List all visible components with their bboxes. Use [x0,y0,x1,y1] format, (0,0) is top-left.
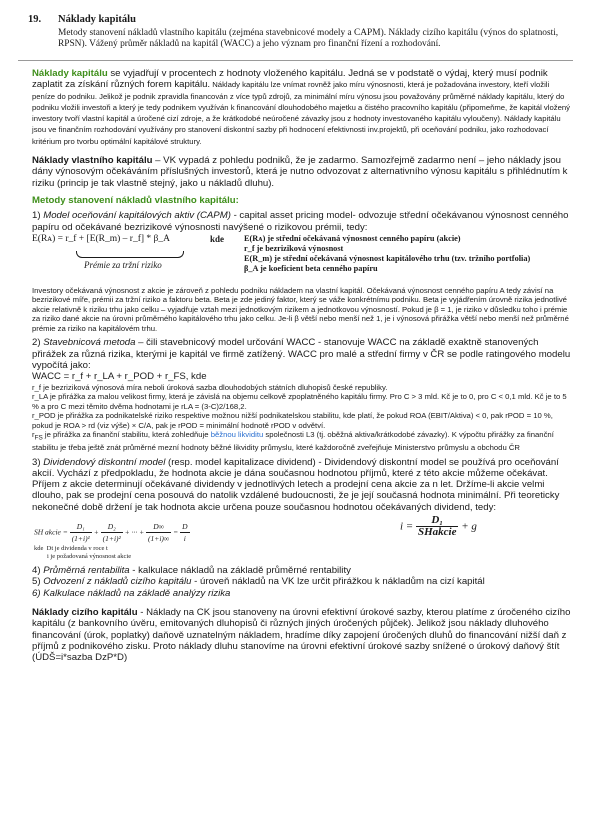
ck-text: - Náklady na CK jsou stanoveny na úrovni efektivní úrokové sazby, kterou platíme z úročeného cizího kapitálu (z bankovního úvěru, emitovaných dluhopisů či různých jiných úročených půjček). Jelikož jsou náklady dluhového financování (úrok, poplatky) daňově uznatelným nákladem, hradíme díky zapojení úročených dluhů do financování nižší daň z příjmů z podnikového zisku. Proto náklady dluhu stanovíme na úrovni efektivní úrokové sazby snížené o úrokový daňový štít (ÚDŠ=i*sazba DzP*D) [32,606,571,664]
ddm-kde: kde Dt je dividenda v roce t i je požadovaná výnosnost akcie [34,545,132,560]
wacc-formula: WACC = r_f + r_LA + r_POD + r_FS, kde [32,371,207,383]
method-item: 6) Kalkulace nákladů na základě analýzy rizika [32,587,231,599]
wacc-name: Stavebnicová metoda [43,337,136,349]
question-number: 19. [28,14,42,25]
capm-text: - capital asset pricing model- odvozuje střední očekávanou výnosnost cenného papíru od očekávané bezrizikové výnosnosti navýšené o rizikovou prémii, tedy: [32,210,569,233]
method-item: 4) Průměrná rentabilita - kalkulace nákladů na základě průměrné rentability [32,565,351,577]
capm-paragraph [32,210,572,233]
vk-text: – VK vypadá z pohledu podniků, že je zadarmo. Samozřejmě zadarmo není – jeho náklady jsou dány výnosovým očekáváním příslušných investorů, která je nutno odvozovat z alternativního výnosu kapitálu s přihlédnutím k riziku (princip je tak vlastně stejný, jako u nákladů dluhu). [32,155,568,189]
intro-paragraph [32,68,572,147]
wacc-item: r_f je bezriziková výnosová míra neboli úroková sazba dlouhodobých státních dluhopisů české republiky. [32,382,388,392]
capm-brace-label: Prémie za tržní riziko [84,259,162,270]
capm-legend-line: E(R_m) je střední očekávaná výnosnost kapitálového trhu (tzv. tržního portfolia) [244,253,531,263]
method-name: Průměrná rentabilita [43,565,130,577]
question-title: Náklady kapitálu [58,14,136,25]
ddm-fraction: $\frac{\text{D₂}}{\text{(1+i)²}}$ [102,522,121,544]
ddm-formulas [32,515,572,565]
intro-small-text: Náklady kapitálu lze vnímat rovněž jako míru výnosnosti, která je požadována investory, kteří vložili peníze do podniku. Jelikož je podnik zpravidla financován z více typů zdrojů, za minimální míru výnosu jsou považovány průměrné náklady kapitálu, který do podniku vložili investoři a který je tedy podnikem využíván k financování dlouhodobého majetku a čistého pracovního kapitálu (připomeňme, že kapitál vložený investory tvoří vlastní kapitál a úročené cizí zdroje, a že krátkodobé neúročené závazky jsou z hodnoty investovaného kapitálu vyloučeny). Náklady kapitálu jsou ve finančním rozhodování využívány pro stanovení diskontní sazby při hodnocení efektivnosti inv.projektů, při oceňování podniku, jako rozhodovací kritérium pro tvorbu optimální kapitálové struktury. [32,80,570,146]
vk-paragraph [32,155,572,189]
question-description: Metody stanovení nákladů vlastního kapitálu (zejména stavebnicové modely a CAPM). Náklady cizího kapitálu (výnos do splatnosti, RPSN). Vážený průměr nákladů na kapitál (WACC) a jeho význam pro finanční řízení a rozhodování. [58,28,559,49]
ddm-left-formula: SH akcie = $\frac{\text{D₁}}{\text{(1+i)¹}}$ + $\frac{\text{D₂}}{\text{(1+i)²}}$ + ··· + $\frac{D\infty}{(1+i)\infty}$ = $\frac{D}{i}$ [34,522,188,544]
capm-legend-line: r_f je bezriziková výnosnost [244,243,344,253]
capm-explanation: Investory očekávaná výnosnost z akcie je zároveň z pohledu podniku nákladem na vlastní kapitál. Očekávaná výnosnost cenného papíru A tedy závisí na bezrizikové míře, prémii za tržní riziko a faktoru beta. Beta je zde jediný faktor, který se váže konkrétnímu podniku. Beta je vyjádřením úrovně rizika jednotlivé akcie relativně k riziku trhu jako celku – vyjadřuje vztah mezi jednotkovým rizikem a jednotkovou výnosností. Pokud je β = 1, je riziko v důsledku toho i prémie za riziko dané akcie na úrovni průměrného kapitálového trhu jako celku. Je-li β větší nebo menší než 1, je i výnosová přirážka větší nebo menší než průměrné prémie za riziko na kapitálovém trhu. [32,285,569,333]
ddm-fraction: $\frac{D}{i}$ [182,522,188,544]
ddm-name: Dividendový diskontní model [43,456,166,468]
wacc-prefix: 2) [32,337,44,349]
vk-term: Náklady vlastního kapitálu [32,155,153,167]
ddm-text: (resp. model kapitalizace dividend) - Dividendový diskontní model se používá pro oceňování akcií. Vychází z předpokladu, že hodnota akcie je dána současnou hodnotou příjmů, které z této akcie můžeme očekávat. Příjem z akcie determinují očekávané dividendy v jednotlivých letech a prodejní cena akcie za n let. Držíme-li akcie velmi dlouho, pak se prodejní cena posouvá do natolik vzdálené budoucnosti, že je její současná hodnota minimální. Při teoreticky nekonečné době držení je tak hodnota akcie určena pouze současnou hodnotou očekávaných dividend, tedy: [32,456,560,513]
capm-prefix: 1) [32,210,44,222]
ddm-right-fraction: $\frac{\text{D₁}}{\text{SHakcie}}$ [417,514,457,539]
wacc-paragraph [32,337,572,371]
ddm-prefix: 3) [32,456,44,468]
method-name: Kalkulace nákladů na základě analýzy rizika [43,587,231,599]
ddm-right-tail: + g [461,520,477,533]
capm-legend [244,234,530,274]
ddm-right-label: i = [400,520,414,533]
ddm-fraction: $\frac{\text{D₁}}{\text{(1+i)¹}}$ [71,522,90,544]
intro-term: Náklady kapitálu [32,68,108,79]
wacc-item: $r_{FS}$ je přirážka za finanční stabilitu, která zohledňuje běžnou likviditu společnosti L3 (tj. oběžná aktiva/krátkodobé závazky). K výpočtu přirážky za finanční stabilitu je třeba ještě znát průměrné mezní hodnoty běžné likvidity průmyslu, které každoročně zveřejňuje Ministerstvo průmyslu a obchodu ČR [32,430,554,453]
question-header [18,12,573,61]
capm-formula-text: E(Rᴀ) = r_f + [E(R_m) – r_f] * β_A [32,233,170,244]
ddm-fraction: $\frac{D\infty}{(1+i)\infty}$ [148,522,170,544]
ddm-left-label: SH akcie = [34,527,68,537]
liquidity-link[interactable]: běžnou likviditu [210,430,264,440]
method-item: 5) Odvození z nákladů cizího kapitálu - úroveň nákladů na VK lze určit přirážkou k nákladům na cizí kapitál [32,576,485,588]
wacc-item: r_LA je přirážka za malou velikost firmy, která je závislá na objemu celkově zpoplatněného kapitálu firmy. Pro C > 3 mld. Kč je to 0, pro C < 0,1 mld. Kč je to 5 % a pro C mezi těmito dvěma hodnotami je rLA = (3-C)2/168,2. [32,392,567,411]
wacc-text: – čili stavebnicový model určování WACC - stanovuje WACC na základě exaktně stanovených přirážek za různá rizika, kterými je kapitál ve firmě zatížený. WACC pro malé a střední firmy v ČR se podle ratingového modelu vypočítá jako: [32,337,571,371]
wacc-item: r_POD je přirážka za podnikatelské riziko respektive možnou nižší podnikatelskou stabilitu, kde platí, že pokud ROA (EBIT/Aktiva) < 0, pak rPOD = 10 %, pokud je ROA > rd (viz výše) × C/A, pak je rPOD = minimální hodnotě rPOD v odvětví. [32,411,553,430]
capm-kde: kde [210,233,225,244]
ck-term: Náklady cizího kapitálu [32,606,138,618]
capm-legend-line: E(Rᴀ) je střední očekávaná výnosnost cenného papíru (akcie) [244,233,461,243]
intro-text: se vyjadřují v procentech z hodnoty vloženého kapitálu. Jedná se v podstatě o výdaj, který musí podnik zaplatit za získání různých forem kapitálu. [32,68,548,91]
capm-name: Model oceňování kapitálových aktiv (CAPM) [43,210,231,222]
ddm-right-formula [400,515,477,539]
ddm-paragraph [32,457,572,513]
capm-underbrace [76,251,184,258]
capm-formula [32,234,572,286]
ck-paragraph [32,607,572,663]
document-body [32,68,572,663]
capm-legend-line: β_A je koeficient beta cenného papíru [244,263,378,273]
method-name: Odvození z nákladů cizího kapitálu [43,576,192,588]
methods-heading: Metody stanovení nákladů vlastního kapitálu: [32,194,239,206]
